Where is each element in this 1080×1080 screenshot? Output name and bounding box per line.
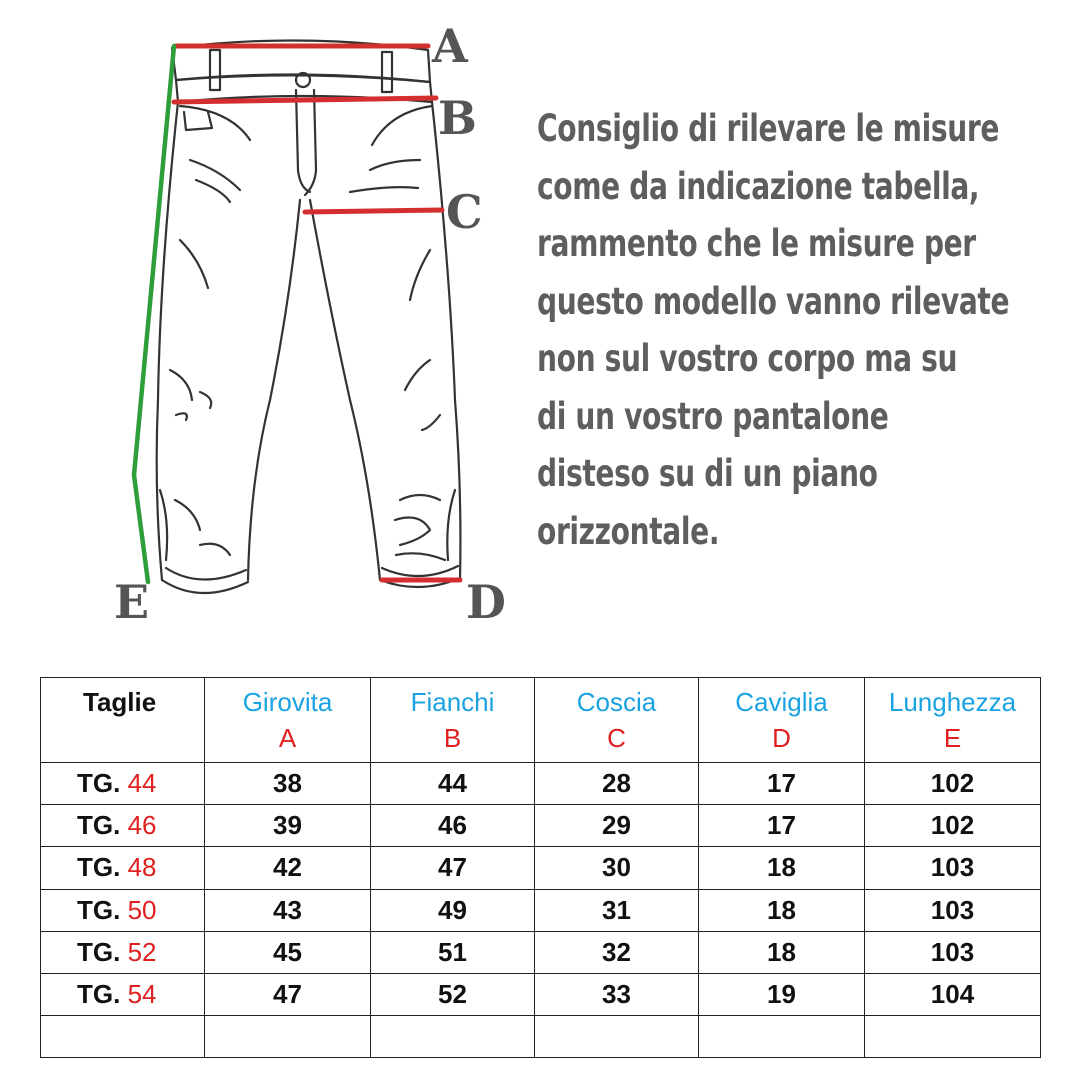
size-cell	[41, 931, 205, 973]
advice-line: non sul vostro corpo ma su	[537, 337, 958, 380]
letter-c: C	[446, 185, 483, 239]
measure-line-c	[305, 210, 442, 212]
table-row	[41, 931, 1041, 973]
header-fianchi	[371, 678, 535, 763]
size-cell	[41, 973, 205, 1015]
column-name: Girovita	[242, 687, 333, 717]
jeans-icon	[100, 20, 520, 630]
jeans-measurement-figure	[100, 20, 520, 630]
empty-cell	[865, 1016, 1041, 1058]
table-row	[41, 763, 1041, 805]
measure-cell: 102	[865, 805, 1041, 847]
size-number: 52	[127, 936, 157, 967]
measure-cell: 30	[535, 847, 699, 889]
header-sizes	[41, 678, 205, 763]
measure-cell: 18	[699, 847, 865, 889]
measure-cell: 44	[371, 763, 535, 805]
measure-cell: 29	[535, 805, 699, 847]
size-prefix: TG.	[77, 810, 121, 841]
measure-cell: 47	[205, 973, 371, 1015]
advice-line: Consiglio di rilevare le misure	[537, 107, 1000, 150]
size-number: 48	[127, 852, 157, 883]
advice-line: orizzontale.	[537, 509, 720, 553]
size-number: 54	[127, 979, 157, 1010]
empty-cell	[205, 1016, 371, 1058]
empty-cell	[41, 1016, 205, 1058]
measure-cell: 17	[699, 805, 865, 847]
size-cell	[41, 847, 205, 889]
measurement-lines	[174, 46, 460, 580]
measure-cell: 18	[699, 931, 865, 973]
letter-d: D	[466, 575, 506, 629]
advice-line: questo modello vanno rilevate	[537, 279, 1010, 323]
measure-cell: 51	[371, 931, 535, 973]
header-girovita	[205, 678, 371, 763]
letter-a: A	[432, 20, 468, 73]
column-letter: B	[443, 723, 462, 753]
measure-cell: 28	[535, 763, 699, 805]
size-prefix: TG.	[77, 936, 121, 967]
size-number: 50	[127, 894, 157, 925]
measure-cell: 103	[865, 847, 1041, 889]
measure-cell: 45	[205, 931, 371, 973]
advice-line: rammento che le misure per	[537, 222, 976, 265]
advice-line: come da indicazione tabella,	[537, 164, 980, 208]
empty-cell	[699, 1016, 865, 1058]
measure-cell: 46	[371, 805, 535, 847]
measure-cell: 31	[535, 889, 699, 931]
measure-cell: 47	[371, 847, 535, 889]
measure-cell: 42	[205, 847, 371, 889]
size-number: 44	[127, 768, 157, 799]
length-line-e-lower	[134, 475, 148, 582]
length-line-e	[134, 46, 174, 475]
table-row	[41, 973, 1041, 1015]
table-header-row	[41, 678, 1041, 763]
table-row	[41, 805, 1041, 847]
column-name: Coscia	[576, 687, 657, 717]
measure-cell: 38	[205, 763, 371, 805]
advice-line: disteso su di un piano	[537, 452, 878, 495]
measure-cell: 43	[205, 889, 371, 931]
header-lunghezza	[865, 678, 1041, 763]
measure-cell: 19	[699, 973, 865, 1015]
measure-cell: 39	[205, 805, 371, 847]
letter-e: E	[114, 575, 150, 629]
header-coscia	[535, 678, 699, 763]
measure-cell: 32	[535, 931, 699, 973]
column-letter: A	[278, 723, 297, 753]
size-prefix: TG.	[77, 852, 121, 883]
size-rows	[41, 763, 1041, 1058]
size-prefix: TG.	[77, 894, 121, 925]
column-letter: D	[772, 723, 791, 753]
measurement-advice	[537, 100, 1010, 560]
advice-line: di un vostro pantalone	[537, 394, 889, 438]
size-cell	[41, 805, 205, 847]
column-name: Lunghezza	[888, 687, 1017, 717]
empty-cell	[535, 1016, 699, 1058]
measure-cell: 33	[535, 973, 699, 1015]
column-name: Fianchi	[410, 687, 495, 717]
size-number: 46	[127, 810, 157, 841]
letter-b: B	[438, 91, 477, 145]
size-prefix: TG.	[77, 768, 121, 799]
column-letter: E	[943, 723, 962, 753]
measure-cell: 17	[699, 763, 865, 805]
header-caviglia	[699, 678, 865, 763]
column-name: Caviglia	[735, 687, 828, 717]
measure-cell: 103	[865, 889, 1041, 931]
size-table	[40, 677, 1041, 1058]
table-row	[41, 889, 1041, 931]
empty-cell	[371, 1016, 535, 1058]
measure-cell: 52	[371, 973, 535, 1015]
jeans-outline	[157, 40, 461, 593]
size-cell	[41, 763, 205, 805]
header-sizes-label: Taglie	[83, 687, 157, 717]
table-row	[41, 847, 1041, 889]
size-prefix: TG.	[77, 979, 121, 1010]
empty-row	[41, 1016, 1041, 1058]
column-letter: C	[607, 723, 626, 753]
measure-cell: 102	[865, 763, 1041, 805]
measure-cell: 18	[699, 889, 865, 931]
measure-cell: 104	[865, 973, 1041, 1015]
measure-cell: 49	[371, 889, 535, 931]
measure-cell: 103	[865, 931, 1041, 973]
size-cell	[41, 889, 205, 931]
